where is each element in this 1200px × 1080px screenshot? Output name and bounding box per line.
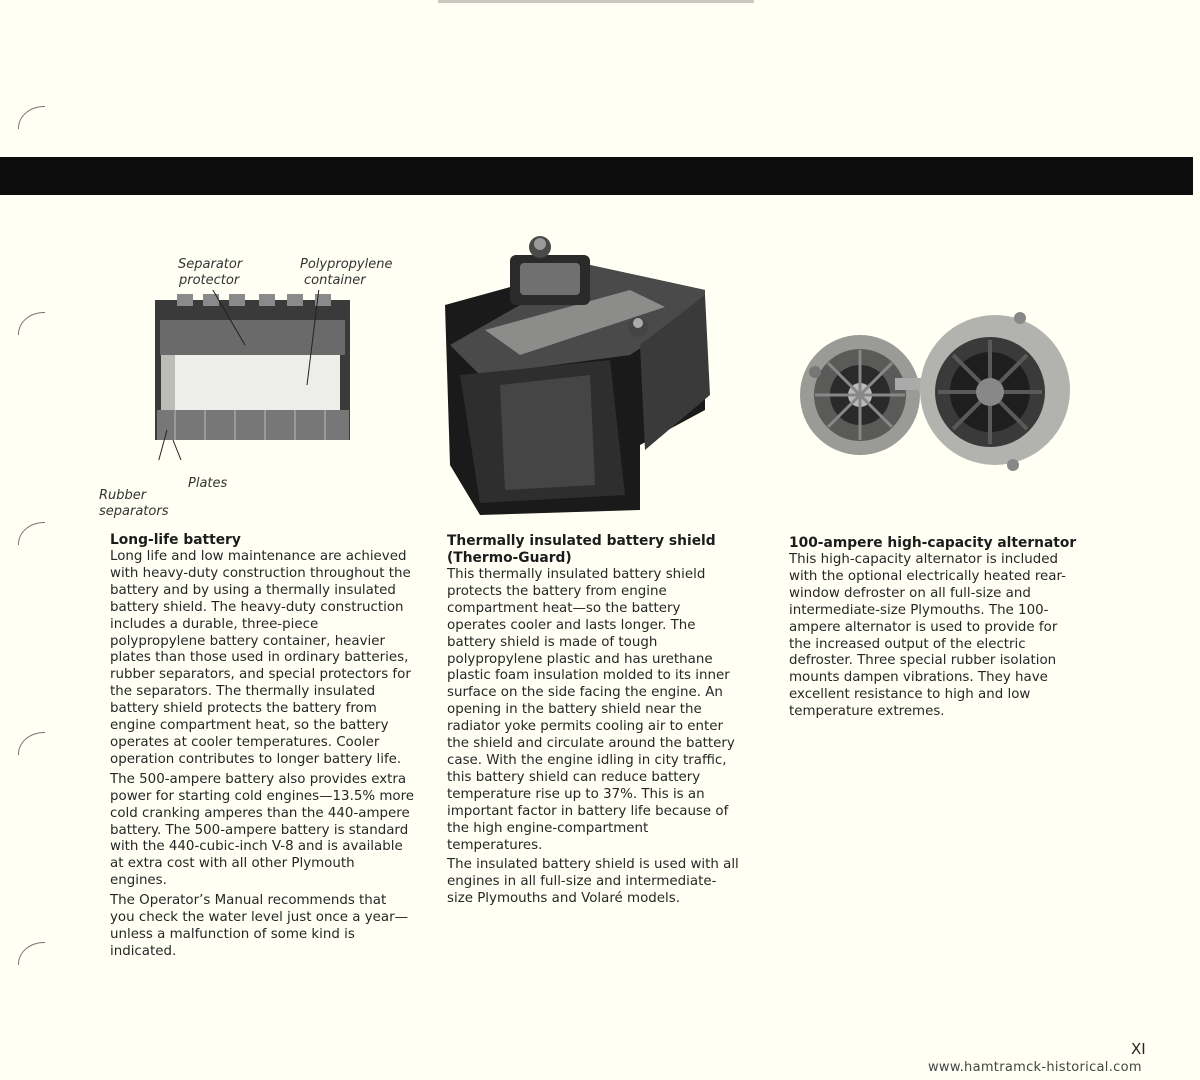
shield-heading: Thermally insulated battery shield (Thermo-Guard) <box>447 533 716 566</box>
battery-paragraph: The 500-ampere battery also provides extra power for starting cold engines—13.5% more cold cranking amperes than the 440-ampere battery. The 500-ampere battery is standard with the 440-cubic-inch V-8 and is available at extra cost with all other Plymouth engines. <box>110 771 415 889</box>
binder-hole-mark <box>18 522 45 545</box>
alternator-heading: 100-ampere high-capacity alternator <box>789 535 1077 551</box>
binder-hole-mark <box>18 942 45 965</box>
battery-heading: Long-life battery <box>110 532 241 548</box>
battery-paragraph: The Operator’s Manual recommends that you check the water level just once a year—unless a malfunction of some kind is indicated. <box>110 893 409 959</box>
binder-hole-mark <box>18 732 45 755</box>
black-header-band <box>0 157 1193 195</box>
shield-column <box>447 533 739 911</box>
label-polypropylene-container: Polypropylene container <box>300 257 393 288</box>
alternator-column <box>789 535 1081 724</box>
alternator-photo <box>795 300 1075 500</box>
page-number: XI <box>1131 1040 1146 1058</box>
shield-paragraph: The insulated battery shield is used with all engines in all full-size and intermediate-size Plymouths and Volaré models. <box>447 857 739 907</box>
alternator-paragraph: This high-capacity alternator is included with the optional electrically heated rear-window defroster on all full-size and intermediate-size Plymouths. The 100-ampere alternator is used to provide for the increased output of the electric defroster. Three special rubber isolation mounts dampen vibrations. They have excellent resistance to high and low temperature extremes. <box>789 552 1066 720</box>
binder-hole-mark <box>18 106 45 129</box>
watermark: www.hamtramck-historical.com <box>928 1060 1142 1075</box>
label-plates: Plates <box>188 476 228 491</box>
label-separator-protector: Separator protector <box>178 257 243 288</box>
shield-paragraph: This thermally insulated battery shield protects the battery from engine compartment heat—so the battery operates cooler and lasts longer. The battery shield is made of tough polypropylene plastic and has urethane plastic foam insulation molded to its inner surface on the side facing the engine. An opening in the battery shield near the radiator yoke permits cooling air to enter the shield and circulate around the battery case. With the engine idling in city traffic, this battery shield can reduce battery temperature rise up to 37%. This is an important factor in battery life because of the high engine-compartment temperatures. <box>447 567 735 853</box>
top-edge-mark <box>438 0 754 3</box>
battery-photo <box>95 290 370 460</box>
binder-hole-mark <box>18 312 45 335</box>
label-rubber-separators: Rubber separators <box>99 488 169 519</box>
battery-column <box>110 532 415 964</box>
battery-shield-photo <box>440 235 715 525</box>
battery-paragraph: Long life and low maintenance are achieved with heavy-duty construction throughout the battery and by using a thermally insulated battery shield. The heavy-duty construction includes a durable, three-piece polypropylene battery container, heavier plates than those used in ordinary batteries, rubber separators, and special protectors for the separators. The thermally insulated battery shield protects the battery from engine compartment heat, so the battery operates at cooler temperatures. Cooler operation contributes to longer battery life. <box>110 549 411 767</box>
